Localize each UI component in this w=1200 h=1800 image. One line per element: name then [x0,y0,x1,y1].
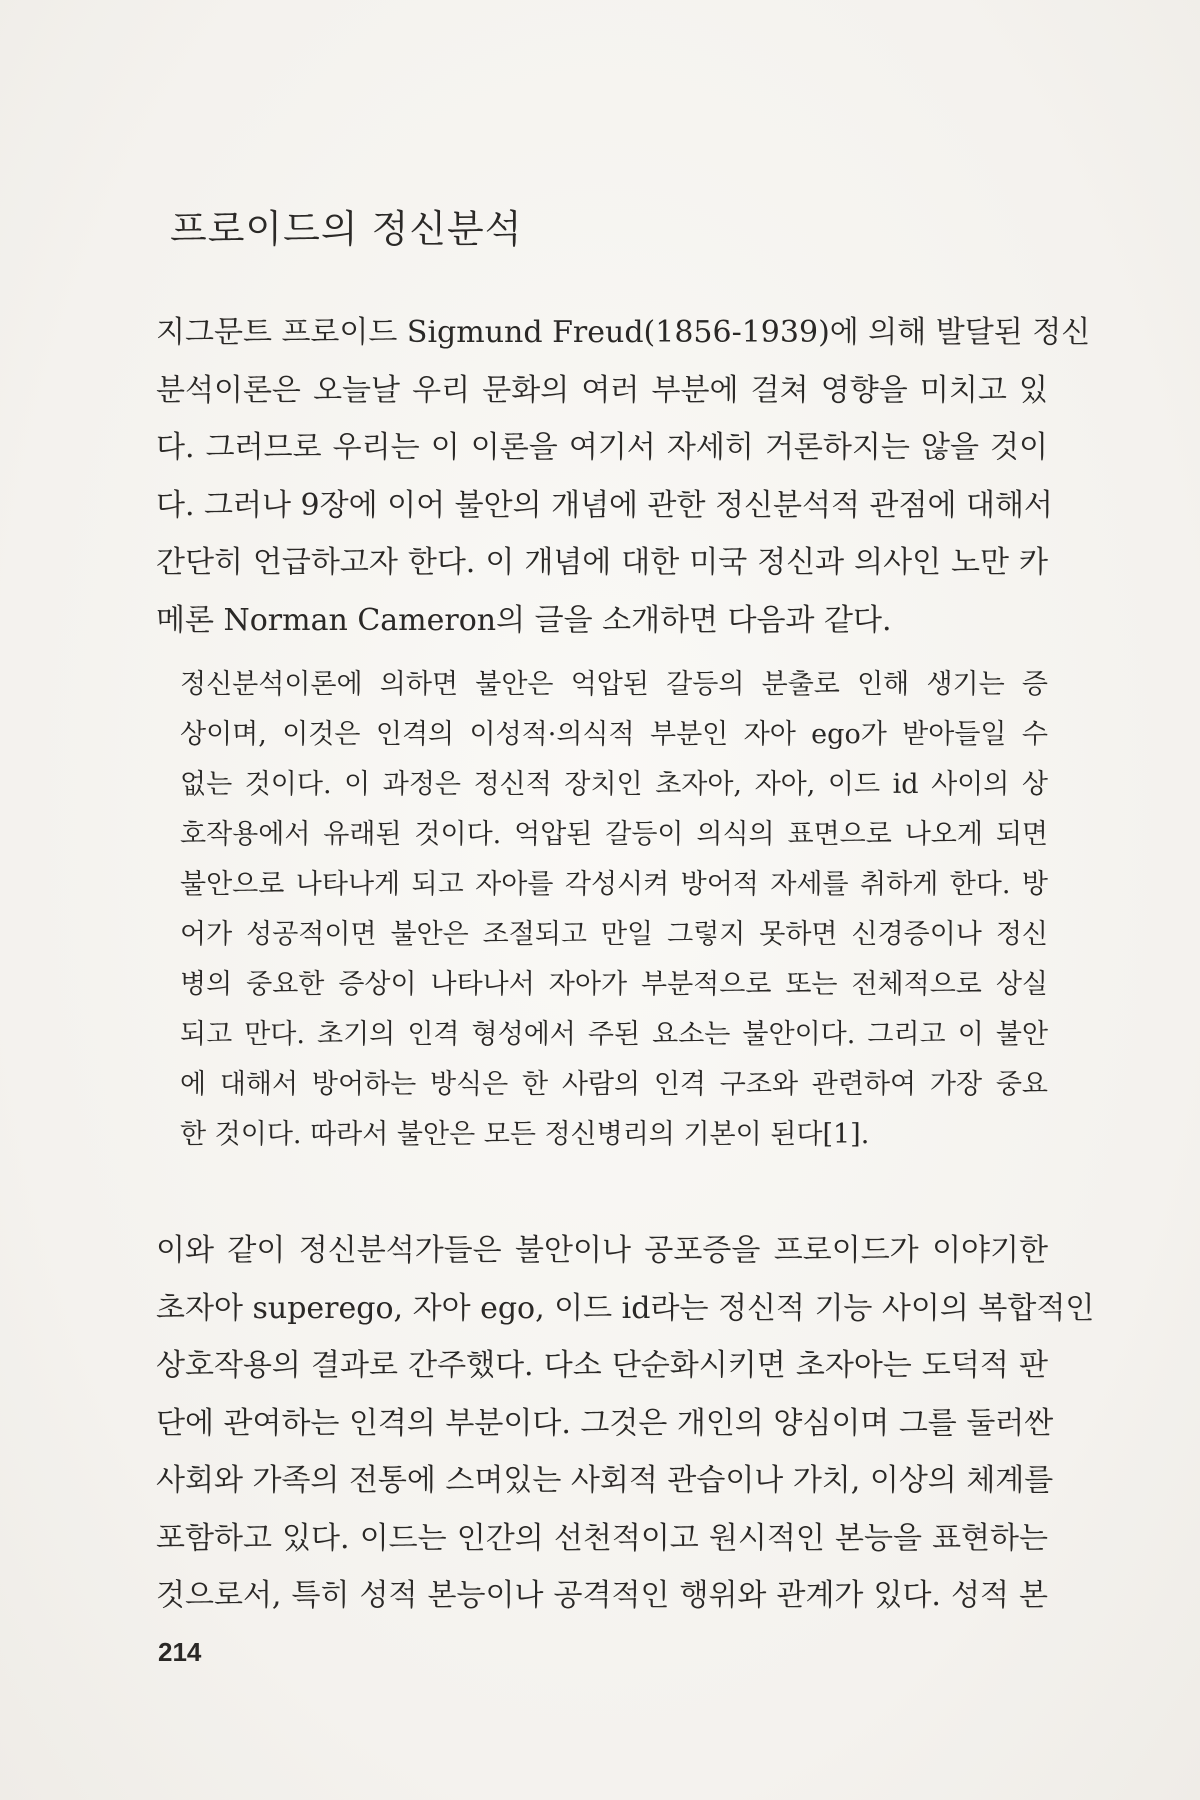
section-title: 프로이드의 정신분석 [170,207,523,251]
text-line: 초자아 superego, 자아 ego, 이드 id라는 정신적 기능 사이의 복합적인 [156,1290,1095,1326]
text-line: 정신분석이론에 의하면 불안은 억압된 갈등의 분출로 인해 생기는 증 [180,669,1048,700]
text-line: 다. 그러나 9장에 이어 불안의 개념에 관한 정신분석적 관점에 대해서 [156,487,1053,523]
text-line: 지그문트 프로이드 Sigmund Freud(1856-1939)에 의해 발달된 정신 [156,315,1091,350]
text-line: 어가 성공적이면 불안은 조절되고 만일 그렇지 못하면 신경증이나 정신 [180,919,1048,950]
block-quote [180,660,1048,1160]
paragraph-body [156,1222,1095,1625]
text-line: 포함하고 있다. 이드는 인간의 선천적이고 원시적인 본능을 표현하는 [156,1520,1048,1556]
text-line: 이와 같이 정신분석가들은 불안이나 공포증을 프로이드가 이야기한 [156,1233,1048,1268]
text-line: 에 대해서 방어하는 방식은 한 사람의 인격 구조와 관련하여 가장 중요 [180,1069,1048,1100]
text-line: 다. 그러므로 우리는 이 이론을 여기서 자세히 거론하지는 않을 것이 [156,430,1048,465]
text-line: 것으로서, 특히 성적 본능이나 공격적인 행위와 관계가 있다. 성적 본 [156,1578,1048,1613]
paragraph-intro [156,304,1091,649]
text-line: 상호작용의 결과로 간주했다. 다소 단순화시키면 초자아는 도덕적 판 [156,1348,1048,1383]
text-line: 상이며, 이것은 인격의 이성적·의식적 부분인 자아 ego가 받아들일 수 [180,719,1048,750]
text-line: 불안으로 나타나게 되고 자아를 각성시켜 방어적 자세를 취하게 한다. 방 [180,869,1048,900]
text-line: 분석이론은 오늘날 우리 문화의 여러 부분에 걸쳐 영향을 미치고 있 [156,372,1048,408]
page-number: 214 [158,1637,202,1667]
text-line: 없는 것이다. 이 과정은 정신적 장치인 초자아, 자아, 이드 id 사이의 상 [180,769,1048,800]
text-line: 간단히 언급하고자 한다. 이 개념에 대한 미국 정신과 의사인 노만 카 [156,545,1048,580]
text-line: 한 것이다. 따라서 불안은 모든 정신병리의 기본이 된다[1]. [180,1119,870,1150]
text-line: 사회와 가족의 전통에 스며있는 사회적 관습이나 가치, 이상의 체계를 [156,1463,1054,1498]
text-line: 호작용에서 유래된 것이다. 억압된 갈등이 의식의 표면으로 나오게 되면 [180,819,1048,850]
text-line: 메론 Norman Cameron의 글을 소개하면 다음과 같다. [156,602,892,638]
text-line: 되고 만다. 초기의 인격 형성에서 주된 요소는 불안이다. 그리고 이 불안 [180,1019,1048,1050]
text-line: 단에 관여하는 인격의 부분이다. 그것은 개인의 양심이며 그를 둘러싼 [156,1405,1054,1441]
text-line: 병의 중요한 증상이 나타나서 자아가 부분적으로 또는 전체적으로 상실 [180,969,1048,1000]
